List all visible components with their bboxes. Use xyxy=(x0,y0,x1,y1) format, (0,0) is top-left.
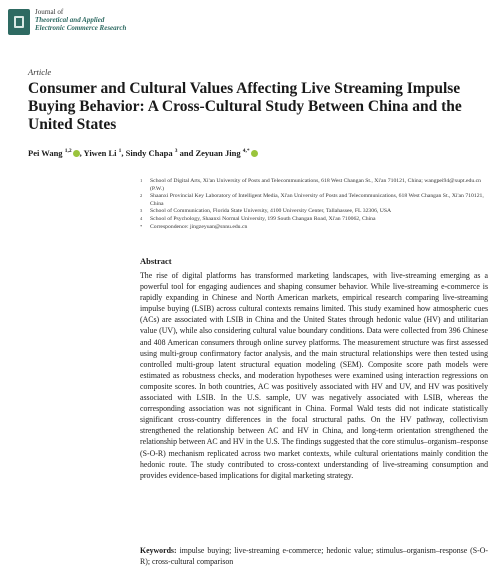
orcid-icon[interactable] xyxy=(73,150,80,157)
affiliation-item xyxy=(140,193,490,208)
keywords-text: impulse buying; live-streaming e-commerce; hedonic value; stimulus–organism–response (S-O-R); cross-cultural comparison xyxy=(140,546,488,567)
article-type-label: Article xyxy=(28,67,52,77)
affiliation-item xyxy=(140,178,490,193)
author-affil-mark: 4,* xyxy=(242,148,250,155)
author-list: Pei Wang $^{1,2}$ , Yiwen Li $^1$, Sindy Chapa $^3$ and Zeyuan Jing $^{4,*}$ xyxy=(28,148,488,158)
affiliation-item xyxy=(140,224,490,232)
author-affil-mark: 1 xyxy=(118,148,122,155)
affiliation-mark: 3 xyxy=(140,208,143,214)
abstract-heading: Abstract xyxy=(140,256,172,266)
orcid-icon[interactable] xyxy=(251,150,258,157)
author-name: Sindy Chapa xyxy=(125,148,173,158)
affiliation-mark: * xyxy=(140,223,143,229)
affiliation-text: School of Communication, Florida State University, 4100 University Center, Tallahassee, FL 32306, USA xyxy=(150,208,392,215)
journal-name-line2: Electronic Commerce Research xyxy=(35,24,127,32)
journal-prefix: Journal of xyxy=(35,8,64,16)
journal-logo-icon xyxy=(8,9,30,35)
journal-title xyxy=(35,8,295,32)
journal-name-line1: Theoretical and Applied xyxy=(35,16,105,24)
keywords-section xyxy=(140,545,488,567)
affiliation-mark: 1 xyxy=(140,178,143,183)
affiliation-text: School of Digital Arts, Xi'an University of Posts and Telecommunications, 618 West Changan St., Xi'an 710121, China; wangpei94@xupt.edu.cn (P.W.) xyxy=(150,178,481,192)
keywords-label: Keywords: xyxy=(140,546,177,555)
author-name: Zeyuan Jing xyxy=(195,148,241,158)
affiliation-item xyxy=(140,216,490,224)
paper-title: Consumer and Cultural Values Affecting Live Streaming Impulse Buying Behavior: A Cross-Cultural Study Between China and the United States xyxy=(28,80,462,133)
author-name: Yiwen Li xyxy=(83,148,117,158)
affiliation-mark: 2 xyxy=(140,193,143,199)
author-affil-mark: 3 xyxy=(174,148,178,155)
journal-header xyxy=(8,8,493,44)
author-affil-mark: 1,2 xyxy=(64,148,72,155)
abstract-text: The rise of digital platforms has transformed marketing landscapes, with live-streaming emerging as a powerful tool for engaging audiences and shaping consumer behavior. While live-streaming e-commerce is rapidly expanding in Chinese and North American markets, empirical research comparing live-streaming impulse buying (LSIB) across cultural contexts remains limited. This study examined how atmospheric cues (ACs) are associated with LSIB in China and the United States through hedonic value (HV) and utilitarian value (UV), while also considering cultural value boundary conditions. Data were collected from 396 Chinese and 408 American consumers through online survey platforms. The measurement structure was first assessed using multi-group confirmatory factor analysis, and the main structural relationships were then tested using controlled multi-group latent structural equation modeling (SEM). Composite score path models were estimated as robustness checks, and moderation hypotheses were examined using interaction regressions on composite scores. In both countries, AC was positively associated with HV and UV, and HV was positively associated with LSIB. In the U.S. sample, UV was negatively associated with LSIB, whereas the corresponding association was not significant in China. Formal Wald tests did not indicate statistically significant cross-country differences in the focal structural paths. On the HV pathway, collectivism strengthened the relationship between AC and HV in China, and long-term orientation strengthened the relationship between AC and HV in the U.S. The findings suggested that the core stimulus–organism–response (S-O-R) mechanism replicated across two market contexts, while cultural orientations mainly condition the hedonic route. The study contributed to cross-context understanding of live-streaming consumption and provides evidence-based implications for digital marketing strategy. xyxy=(140,271,488,480)
affiliation-text: Shaanxi Provincial Key Laboratory of Intelligent Media, Xi'an University of Posts and Telecommunications, 618 West Changan St., Xi'an 710121, China xyxy=(150,193,484,207)
author-name: Pei Wang xyxy=(28,148,63,158)
correspondence-text: Correspondence: jingzeyuan@snnu.edu.cn xyxy=(150,223,248,230)
affiliation-text: School of Psychology, Shaanxi Normal University, 199 South Changan Road, Xi'an 710062, China xyxy=(150,215,376,222)
affiliation-mark: 4 xyxy=(140,215,143,221)
affiliation-item xyxy=(140,208,490,216)
affiliation-list xyxy=(140,178,490,231)
